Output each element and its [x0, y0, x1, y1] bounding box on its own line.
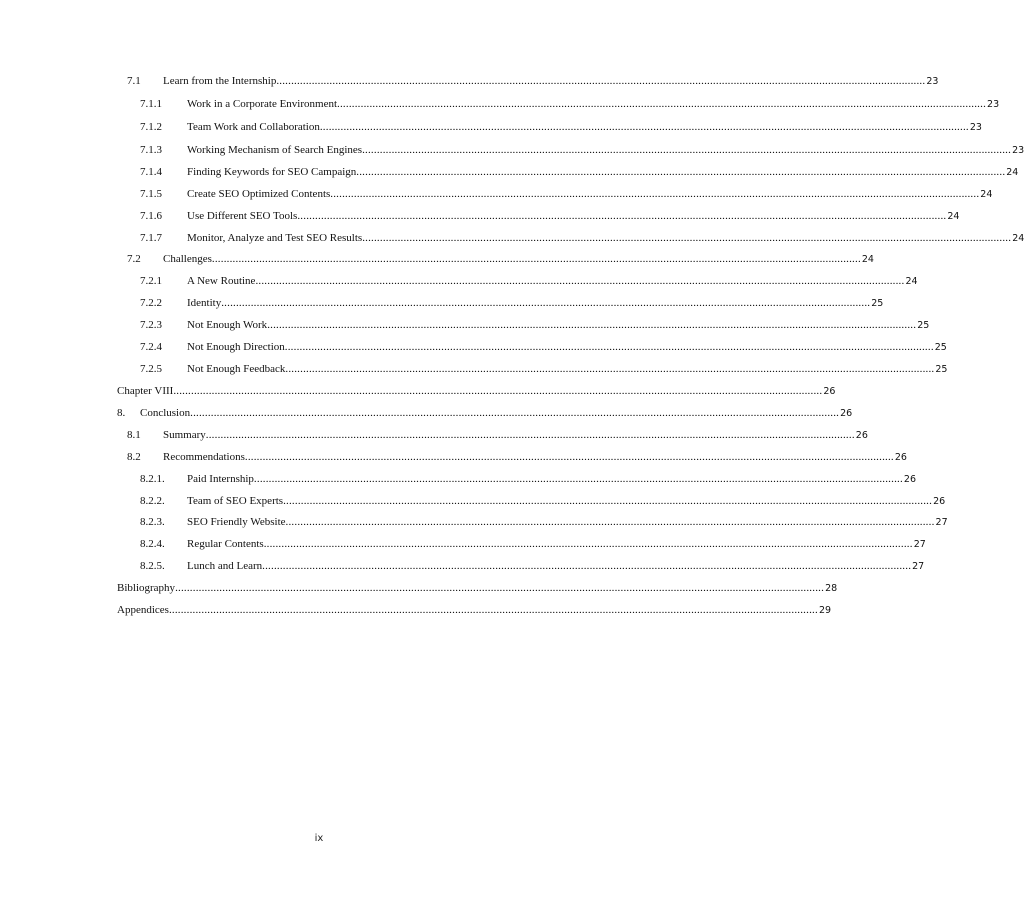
toc-entry-page: 26: [894, 452, 907, 463]
toc-entry[interactable]: [0, 249, 874, 269]
toc-entry-page: 24: [980, 189, 993, 200]
toc-entry[interactable]: [0, 293, 884, 313]
toc-entry-number: 7.1.4: [140, 166, 162, 178]
dot-leader: ............................................................................................................................................................................................................................: [283, 495, 933, 507]
dot-leader: ............................................................................................................................................................................................................................: [244, 451, 894, 463]
toc-entry-title: A New Routine: [187, 275, 256, 287]
toc-entry-page: 26: [855, 430, 868, 441]
toc-entry-title: Conclusion: [140, 407, 191, 419]
toc-entry-number: 8.: [117, 407, 126, 419]
dot-leader: ............................................................................................................................................................................................................................: [297, 210, 947, 222]
dot-leader: ............................................................................................................................................................................................................................: [173, 385, 823, 397]
toc-entry-page: 23: [1012, 145, 1024, 156]
toc-entry[interactable]: [0, 71, 939, 91]
toc-entry-page: 29: [818, 605, 832, 616]
toc-entry-title: Learn from the Internship: [163, 75, 277, 87]
toc-entry-page: 27: [913, 539, 926, 550]
dot-leader: ............................................................................................................................................................................................................................: [276, 75, 926, 87]
toc-entry[interactable]: [0, 425, 868, 445]
toc-entry[interactable]: [0, 337, 947, 357]
toc-entry-page: 27: [912, 561, 925, 572]
toc-entry-number: 8.2: [127, 451, 141, 463]
toc-entry-page: 26: [823, 386, 836, 397]
toc-entry-page: 26: [840, 408, 853, 419]
page-number: ix: [314, 833, 324, 844]
toc-entry-page: 27: [935, 517, 948, 528]
toc-entry-page: 24: [1006, 167, 1019, 178]
toc-entry-title: Summary: [163, 429, 206, 441]
dot-leader: ............................................................................................................................................................................................................................: [356, 166, 1006, 178]
toc-entry-page: 28: [825, 583, 838, 594]
toc-entry-title: Lunch and Learn: [187, 560, 263, 572]
toc-entry-number: 8.2.5.: [140, 560, 165, 572]
toc-entry-title: Identity: [187, 297, 222, 309]
toc-entry-number: 7.2.1: [140, 275, 162, 287]
toc-entry-number: 7.1.1: [140, 98, 162, 110]
toc-entry[interactable]: [0, 381, 836, 401]
toc-entry-title: Paid Internship: [187, 473, 254, 485]
toc-entry-number: 8.1: [127, 429, 141, 441]
dot-leader: ............................................................................................................................................................................................................................: [337, 98, 987, 110]
toc-entry[interactable]: [0, 206, 960, 226]
dot-leader: ............................................................................................................................................................................................................................: [319, 121, 969, 133]
toc-entry[interactable]: [0, 117, 982, 137]
dot-leader: ............................................................................................................................................................................................................................: [221, 297, 871, 309]
dot-leader: ............................................................................................................................................................................................................................: [285, 516, 935, 528]
toc-entry-page: 23: [987, 99, 1000, 110]
dot-leader: ............................................................................................................................................................................................................................: [205, 429, 855, 441]
toc-entry[interactable]: [0, 228, 1024, 248]
toc-entry-number: 8.2.2.: [140, 495, 165, 507]
toc-entry-title: Working Mechanism of Search Engines: [187, 144, 363, 156]
toc-entry-title: Not Enough Direction: [187, 341, 285, 353]
toc-entry-number: 7.1.6: [140, 210, 162, 222]
toc-entry[interactable]: [0, 271, 918, 291]
dot-leader: ............................................................................................................................................................................................................................: [175, 582, 825, 594]
toc-entry[interactable]: [0, 162, 1019, 182]
toc-entry[interactable]: [0, 403, 853, 423]
toc-entry-page: 23: [926, 76, 939, 87]
dot-leader: ............................................................................................................................................................................................................................: [284, 341, 934, 353]
toc-entry-title: Team of SEO Experts: [187, 495, 284, 507]
toc-entry-number: 8.2.3.: [140, 516, 165, 528]
toc-entry-title: Not Enough Work: [187, 319, 268, 331]
toc-entry-title: Regular Contents: [187, 538, 264, 550]
dot-leader: ............................................................................................................................................................................................................................: [362, 144, 1012, 156]
toc-entry[interactable]: [0, 469, 917, 489]
toc-entry[interactable]: [0, 578, 838, 598]
toc-entry-page: 25: [917, 320, 930, 331]
toc-entry-page: 24: [861, 254, 874, 265]
dot-leader: ............................................................................................................................................................................................................................: [255, 275, 905, 287]
dot-leader: ............................................................................................................................................................................................................................: [263, 538, 913, 550]
toc-entry-title: Use Different SEO Tools: [187, 210, 298, 222]
toc-entry-number: 7.2.4: [140, 341, 162, 353]
toc-entry-page: 26: [933, 496, 946, 507]
toc-entry-title: Recommendations: [163, 451, 245, 463]
toc-entry-page: 24: [947, 211, 960, 222]
toc-entry[interactable]: [0, 140, 1024, 160]
toc-entry[interactable]: [0, 556, 925, 576]
toc-entry-title: Finding Keywords for SEO Campaign: [187, 166, 357, 178]
toc-entry-number: 7.2: [127, 253, 141, 265]
dot-leader: ............................................................................................................................................................................................................................: [253, 473, 903, 485]
toc-entry-title: Chapter VIII: [117, 385, 174, 397]
dot-leader: ............................................................................................................................................................................................................................: [168, 604, 818, 616]
toc-entry[interactable]: [0, 447, 907, 467]
toc-entry-number: 8.2.1.: [140, 473, 165, 485]
toc-entry-page: 24: [1012, 233, 1024, 244]
toc-entry-title: Team Work and Collaboration: [187, 121, 320, 133]
toc-entry[interactable]: [0, 512, 948, 532]
dot-leader: ............................................................................................................................................................................................................................: [262, 560, 912, 572]
toc-entry[interactable]: [0, 94, 1000, 114]
toc-entry-page: 25: [935, 364, 948, 375]
toc-entry[interactable]: [0, 491, 946, 511]
toc-entry[interactable]: [0, 359, 948, 379]
toc-entry-number: 7.2.3: [140, 319, 162, 331]
toc-entry-page: 25: [934, 342, 947, 353]
dot-leader: ............................................................................................................................................................................................................................: [330, 188, 980, 200]
toc-entry-title: SEO Friendly Website: [187, 516, 286, 528]
toc-entry-title: Challenges: [163, 253, 212, 265]
dot-leader: ............................................................................................................................................................................................................................: [211, 253, 861, 265]
toc-entry[interactable]: [0, 315, 930, 335]
dot-leader: ............................................................................................................................................................................................................................: [362, 232, 1012, 244]
toc-entry-title: Work in a Corporate Environment: [187, 98, 338, 110]
toc-entry-page: 23: [969, 122, 982, 133]
toc-entry-number: 7.1.3: [140, 144, 162, 156]
toc-entry-number: 8.2.4.: [140, 538, 165, 550]
dot-leader: ............................................................................................................................................................................................................................: [285, 363, 935, 375]
dot-leader: ............................................................................................................................................................................................................................: [267, 319, 917, 331]
toc-entry-title: Appendices: [117, 604, 169, 616]
toc-entry-page: 26: [903, 474, 917, 485]
toc-entry-title: Create SEO Optimized Contents: [187, 188, 331, 200]
toc-entry-page: 25: [871, 298, 884, 309]
toc-entry[interactable]: [0, 600, 832, 620]
toc-entry-number: 7.1.2: [140, 121, 162, 133]
dot-leader: ............................................................................................................................................................................................................................: [190, 407, 840, 419]
toc-entry-number: 7.1.7: [140, 232, 162, 244]
toc-entry-title: Bibliography: [117, 582, 176, 594]
toc-entry-page: 24: [905, 276, 918, 287]
toc-entry-title: Not Enough Feedback: [187, 363, 286, 375]
toc-entry-number: 7.1: [127, 75, 141, 87]
toc-entry[interactable]: [0, 184, 993, 204]
toc-entry-number: 7.2.2: [140, 297, 162, 309]
toc-entry-title: Monitor, Analyze and Test SEO Results: [187, 232, 363, 244]
toc-entry-number: 7.2.5: [140, 363, 162, 375]
toc-entry-number: 7.1.5: [140, 188, 162, 200]
toc-entry[interactable]: [0, 534, 926, 554]
